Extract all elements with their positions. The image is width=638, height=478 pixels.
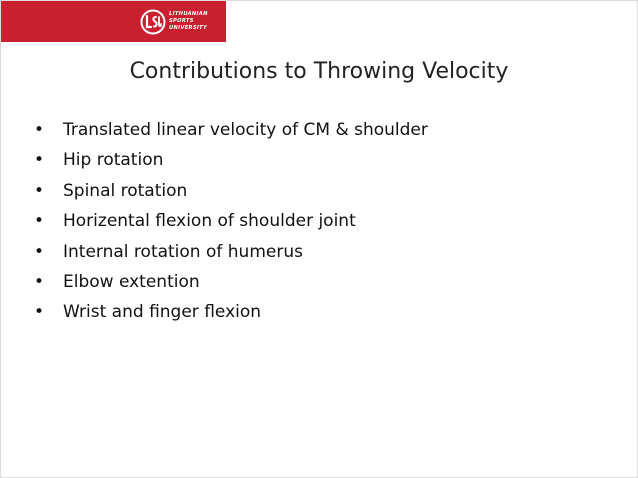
- bullet-text: Elbow extention: [63, 271, 200, 292]
- university-name-line-3: UNIVERSITY: [169, 25, 207, 31]
- bullet-glyph: •: [34, 180, 45, 201]
- bullet-text: Spinal rotation: [63, 180, 188, 201]
- university-name: [169, 11, 208, 32]
- bullet-item: [34, 271, 428, 301]
- bullet-glyph: •: [34, 271, 45, 292]
- lsu-logo-icon: [140, 9, 166, 35]
- bullet-text: Horizental flexion of shoulder joint: [63, 211, 356, 232]
- bullet-glyph: •: [34, 241, 45, 262]
- university-name-line-1: LITHUANIAN: [169, 11, 208, 17]
- bullet-item: [34, 119, 428, 149]
- bullet-item: [34, 210, 428, 240]
- bullet-glyph: •: [34, 150, 45, 171]
- university-name-line-2: SPORTS: [169, 18, 194, 24]
- bullet-text: Translated linear velocity of CM & shoulder: [63, 120, 428, 140]
- slide-title: Contributions to Throwing Velocity: [129, 59, 509, 84]
- bullet-item: [34, 301, 428, 331]
- bullet-list: [34, 119, 428, 332]
- bullet-glyph: •: [34, 211, 45, 232]
- bullet-item: [34, 149, 428, 179]
- bullet-text: Internal rotation of humerus: [63, 241, 303, 262]
- bullet-item: [34, 241, 428, 271]
- bullet-glyph: •: [34, 302, 45, 323]
- bullet-item: [34, 180, 428, 210]
- bullet-glyph: •: [34, 120, 45, 140]
- bullet-text: Hip rotation: [63, 150, 164, 171]
- university-banner: [1, 1, 226, 42]
- bullet-text: Wrist and finger flexion: [63, 302, 262, 323]
